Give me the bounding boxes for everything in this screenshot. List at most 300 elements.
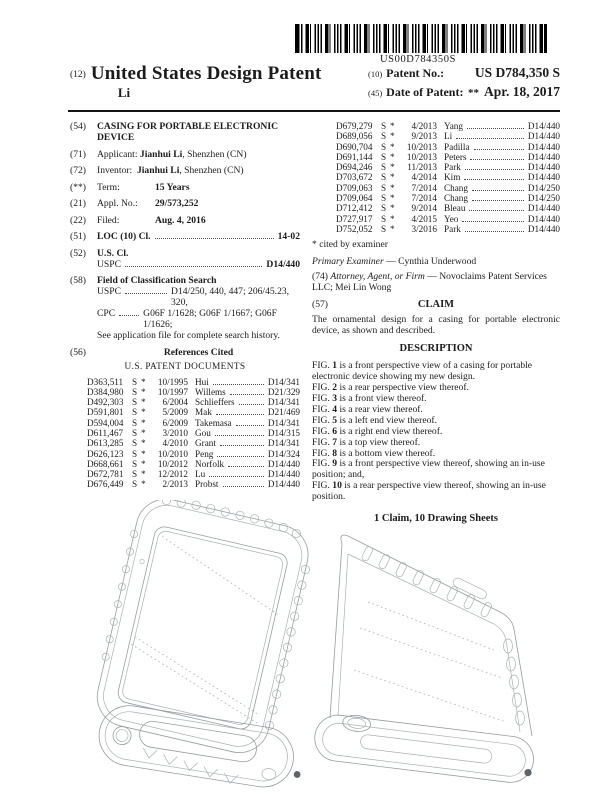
cited-by-examiner-note: * cited by examiner [312, 239, 388, 251]
fig-number: 3 [332, 392, 338, 404]
fig-number: 10 [332, 480, 342, 492]
ref-date: 7/2014 [411, 193, 437, 204]
ref-classification: D14/440 [527, 121, 560, 131]
field-code-10: (10) [368, 69, 383, 79]
dotted-leader [125, 293, 167, 294]
ref-cited-star: * [141, 448, 146, 459]
page-title: United States Design Patent [90, 63, 322, 84]
dotted-leader [239, 404, 264, 405]
fig-label: FIG. [312, 360, 330, 372]
ref-patent-number: D668,661 [87, 458, 124, 469]
ref-classification: D14/341 [267, 438, 300, 449]
attorney-firm-name: Novoclaims Patent Services LLC; Mei Lin Wong [312, 271, 547, 294]
ref-patent-number: D591,801 [87, 407, 124, 418]
dotted-leader [228, 466, 264, 467]
ref-inventor-name: Li [444, 131, 453, 142]
ref-patent-number: D709,064 [336, 193, 373, 204]
ref-inventor-name: Peters [444, 151, 467, 162]
field-54-title [70, 121, 300, 143]
dotted-leader [469, 210, 523, 211]
ref-patent-number: D727,917 [336, 213, 373, 224]
dotted-leader [472, 190, 524, 191]
ref-cited-star: * [390, 151, 395, 162]
attorney-label: Attorney, Agent, or Firm [330, 271, 425, 283]
ref-cited-star: * [141, 397, 146, 408]
ref-date: 4/2010 [162, 438, 188, 449]
ref-inventor-name: Park [444, 223, 461, 234]
cpc-search-values: G06F 1/1628; G06F 1/1667; G06F 1/1626; [143, 308, 277, 330]
inventor-surname: Li [117, 85, 131, 100]
ref-cited-star: * [390, 172, 395, 183]
applicant-location: , Shenzhen (CN) [182, 148, 247, 160]
ref-patent-number: D694,246 [336, 162, 373, 173]
ref-date: 3/2010 [162, 427, 188, 438]
header-title-block [70, 63, 322, 103]
fig-label: FIG. [312, 414, 330, 426]
ref-cited-star: * [141, 417, 146, 428]
references-table-right [336, 121, 560, 234]
fig-number: 2 [332, 382, 338, 394]
dotted-leader [465, 169, 524, 170]
patent-date-value: Apr. 18, 2017 [483, 84, 560, 99]
fig-label: FIG. [312, 447, 330, 459]
right-column [312, 121, 560, 524]
ref-kind-code: S [381, 141, 387, 152]
figure-description-line [312, 459, 560, 481]
field-72-inventor [70, 165, 300, 176]
dotted-leader [472, 200, 524, 201]
ref-date: 10/2013 [406, 151, 437, 162]
ref-cited-star: * [390, 141, 395, 152]
dotted-leader [230, 394, 264, 395]
appl-no-value: 29/573,252 [155, 198, 199, 209]
dotted-leader [215, 435, 264, 436]
cpc-search-label: CPC [97, 308, 116, 319]
patent-number-label: Patent No.: [386, 66, 445, 80]
ref-patent-number: D613,285 [87, 438, 124, 449]
applicant-name: Jianhui Li [139, 148, 183, 160]
ref-kind-code: S [132, 438, 138, 449]
fig-label: FIG. [312, 392, 330, 404]
ref-classification: D21/469 [267, 407, 300, 418]
patent-reference-row [87, 407, 300, 417]
ref-inventor-name: Norfolk [195, 458, 225, 469]
ref-patent-number: D691,144 [336, 151, 373, 162]
field-code: (52) [70, 247, 86, 259]
fig-text: is a rear view thereof. [339, 403, 423, 415]
ref-classification: D14/440 [527, 213, 560, 224]
ref-cited-star: * [141, 386, 146, 397]
patent-reference-row [336, 142, 560, 152]
ref-classification: D14/440 [527, 141, 560, 152]
loc-class-label: LOC (10) Cl. [97, 231, 151, 242]
patent-reference-row [336, 214, 560, 224]
field-term [70, 182, 300, 193]
barcode-image [295, 24, 547, 53]
dotted-leader [155, 238, 274, 239]
patent-reference-row [336, 162, 560, 172]
dotted-leader [465, 231, 524, 232]
fig-text: is a front perspective view of a casing for portable electronic device showing my new design. [312, 360, 533, 383]
patent-reference-row [87, 479, 300, 489]
ref-inventor-name: Gou [195, 427, 211, 438]
fig-number: 7 [332, 436, 338, 448]
fig-number: 8 [332, 447, 338, 459]
dotted-leader [125, 266, 262, 267]
ref-classification: D14/440 [267, 458, 300, 469]
patent-reference-row [87, 418, 300, 428]
uspc-search-label: USPC [97, 286, 121, 297]
dotted-leader [464, 179, 524, 180]
ref-date: 11/2013 [407, 162, 437, 173]
search-field-label: Field of Classification Search [97, 275, 217, 286]
inventor-label: Inventor: [97, 165, 133, 176]
ref-cited-star: * [390, 223, 395, 234]
ref-patent-number: D703,672 [336, 172, 373, 183]
ref-date: 9/2014 [411, 203, 437, 214]
ref-cited-star: * [141, 479, 146, 490]
ref-inventor-name: Lu [195, 469, 206, 480]
appl-no-label: Appl. No.: [97, 198, 138, 209]
ref-classification: D14/440 [527, 203, 560, 214]
fig-text: is a rear perspective view thereof, showing an in-use position. [312, 480, 546, 503]
ref-classification: D14/440 [267, 469, 300, 480]
ref-cited-star: * [390, 121, 395, 131]
ref-cited-star: * [390, 203, 395, 214]
patent-reference-row [87, 428, 300, 438]
dotted-leader [220, 445, 264, 446]
patent-reference-row [336, 152, 560, 162]
ref-classification: D14/440 [527, 172, 560, 183]
field-code: (21) [70, 198, 86, 209]
applicant-label: Applicant: [97, 148, 138, 160]
field-code: (71) [70, 148, 86, 160]
ref-cited-star: * [390, 213, 395, 224]
ref-kind-code: S [381, 193, 387, 204]
fig-label: FIG. [312, 458, 330, 470]
fig-label: FIG. [312, 425, 330, 437]
fig-number: 5 [332, 414, 338, 426]
ref-kind-code: S [132, 386, 138, 397]
filed-date-value: Aug. 4, 2016 [155, 214, 206, 226]
dotted-leader [209, 476, 264, 477]
ref-date: 3/2016 [411, 223, 437, 234]
barcode-block [295, 24, 541, 65]
ref-inventor-name: Peng [195, 448, 214, 459]
ref-classification: D14/324 [267, 448, 300, 459]
ref-classification: D14/440 [527, 223, 560, 234]
document-body [70, 121, 560, 524]
us-class-label: U.S. Cl. [97, 247, 129, 259]
patent-reference-row [87, 459, 300, 469]
ref-kind-code: S [381, 223, 387, 234]
fig-text: is a front view thereof. [339, 392, 427, 404]
ref-cited-star: * [390, 182, 395, 193]
ref-patent-number: D594,004 [87, 417, 124, 428]
fig-label: FIG. [312, 436, 330, 448]
ref-inventor-name: Padilla [444, 141, 470, 152]
field-52-us-class [70, 248, 300, 270]
inventor-name: Jianhui Li [136, 165, 180, 176]
field-code: (58) [70, 275, 86, 286]
patent-date-label: Date of Patent: [386, 85, 464, 99]
patent-reference-row [87, 449, 300, 459]
ref-inventor-name: Schlieffers [195, 397, 235, 408]
ref-cited-star: * [141, 376, 146, 387]
field-code: (51) [70, 231, 86, 242]
fig-text: is a rear perspective view thereof. [339, 382, 469, 394]
field-22-filed [70, 215, 300, 226]
barcode-text: US00D784350S [379, 54, 457, 65]
ref-kind-code: S [381, 182, 387, 193]
ref-patent-number: D611,467 [87, 427, 124, 438]
ref-inventor-name: Chang [444, 193, 468, 204]
ref-kind-code: S [381, 213, 387, 224]
ref-kind-code: S [132, 407, 138, 418]
patent-reference-row [87, 438, 300, 448]
ref-kind-code: S [381, 162, 387, 173]
field-code: (56) [70, 346, 86, 358]
search-history-note: See application file for complete search history. [97, 330, 280, 341]
field-56-references [70, 346, 300, 358]
ref-kind-code: S [132, 427, 138, 438]
patent-drawings-area [0, 500, 600, 800]
ref-kind-code: S [381, 131, 387, 142]
patent-reference-row [336, 121, 560, 131]
ref-patent-number: D679,279 [336, 121, 373, 131]
ref-inventor-name: Mak [195, 407, 212, 418]
ref-date: 10/2010 [157, 448, 188, 459]
ref-inventor-name: Willems [195, 386, 226, 397]
dotted-leader [223, 486, 264, 487]
dotted-leader [216, 414, 264, 415]
ref-date: 10/1997 [157, 386, 188, 397]
ref-classification: D14/341 [267, 376, 300, 387]
patent-reference-row [336, 183, 560, 193]
ref-date: 6/2009 [162, 417, 188, 428]
ref-kind-code: S [132, 458, 138, 469]
ref-cited-star: * [141, 407, 146, 418]
ref-inventor-name: Chang [444, 182, 468, 193]
fig-number: 9 [332, 458, 338, 470]
primary-examiner-line [312, 256, 560, 267]
ref-cited-star: * [141, 427, 146, 438]
ref-patent-number: D492,303 [87, 397, 124, 408]
field-58-search [70, 275, 300, 341]
dotted-leader [236, 425, 264, 426]
fig-label: FIG. [312, 382, 330, 394]
primary-examiner-name: Cynthia Underwood [398, 256, 477, 268]
ref-date: 12/2012 [157, 469, 188, 480]
ref-cited-star: * [141, 458, 146, 469]
fig-number: 6 [332, 425, 338, 437]
ref-date: 5/2009 [162, 407, 188, 418]
ref-classification: D14/341 [267, 397, 300, 408]
ref-classification: D14/250 [527, 193, 560, 204]
patent-reference-row [87, 377, 300, 387]
em-dash: — [386, 256, 396, 268]
ref-patent-number: D690,704 [336, 141, 373, 152]
ref-kind-code: S [132, 469, 138, 480]
fig-text: is a front perspective view thereof, showing an in-use position; and, [312, 458, 545, 481]
ref-patent-number: D689,056 [336, 131, 373, 142]
ref-date: 4/2014 [411, 172, 437, 183]
references-table-left [87, 377, 300, 490]
references-cited-heading: References Cited [163, 346, 234, 358]
left-column [70, 121, 300, 524]
fig-text: is a left end view thereof. [339, 414, 437, 426]
field-21-appl-no [70, 198, 300, 209]
ref-date: 2/2013 [162, 479, 188, 490]
ref-date: 6/2004 [162, 397, 188, 408]
ref-patent-number: D709,063 [336, 182, 373, 193]
rear-perspective-drawing [302, 510, 564, 798]
figure-description-list [312, 361, 560, 503]
ref-inventor-name: Yang [444, 121, 463, 131]
term-value: 15 Years [155, 181, 190, 193]
ref-date: 10/2012 [157, 458, 188, 469]
ref-patent-number: D626,123 [87, 448, 124, 459]
patent-reference-row [336, 172, 560, 182]
ref-patent-number: D672,781 [87, 469, 124, 480]
patent-reference-row [336, 131, 560, 141]
ref-date: 4/2015 [411, 213, 437, 224]
ref-cited-star: * [141, 469, 146, 480]
uspc-label: USPC [97, 258, 121, 270]
ref-date: 10/2013 [406, 141, 437, 152]
ref-kind-code: S [132, 376, 138, 387]
patent-date-row [368, 84, 560, 100]
attorney-line [312, 271, 560, 293]
ref-classification: D14/440 [527, 151, 560, 162]
ref-classification: D14/440 [527, 131, 560, 142]
field-51-loc-class [70, 231, 300, 242]
uspc-search-values: D14/250, 440, 447; 206/45.23, 320, [171, 286, 290, 308]
ref-inventor-name: Takemasa [195, 417, 232, 428]
ref-cited-star: * [390, 131, 395, 142]
claim-text: The ornamental design for a casing for portable electronic device, as shown and described. [312, 314, 560, 337]
ref-classification: D14/250 [527, 182, 560, 193]
loc-class-value: 14-02 [277, 231, 300, 242]
dotted-leader [470, 159, 523, 160]
claims-sheets-note: 1 Claim, 10 Drawing Sheets [374, 513, 498, 525]
dotted-leader [467, 128, 524, 129]
ref-patent-number: D363,511 [87, 376, 124, 387]
ref-date: 7/2014 [411, 182, 437, 193]
field-code: (57) [312, 299, 328, 311]
dotted-leader [119, 315, 139, 316]
inventor-location: , Shenzhen (CN) [179, 165, 244, 176]
ref-patent-number: D676,449 [87, 479, 124, 490]
ref-cited-star: * [141, 438, 146, 449]
ref-inventor-name: Grant [195, 438, 216, 449]
ref-kind-code: S [381, 203, 387, 214]
fig-label: FIG. [312, 480, 330, 492]
ref-classification: D14/341 [267, 417, 300, 428]
ref-cited-star: * [390, 193, 395, 204]
description-heading: DESCRIPTION [399, 343, 473, 355]
examiner-cited-stars: ** [467, 87, 479, 99]
dotted-leader [462, 221, 523, 222]
field-code: (74) [312, 271, 328, 283]
ref-classification: D21/329 [267, 386, 300, 397]
primary-examiner-label: Primary Examiner [312, 256, 384, 268]
front-perspective-drawing [76, 500, 312, 798]
fig-number: 1 [332, 360, 338, 372]
fig-text: is a bottom view thereof. [339, 447, 436, 459]
ref-inventor-name: Kim [444, 172, 461, 183]
field-code-45: (45) [368, 88, 383, 98]
field-code: (54) [70, 121, 86, 132]
fig-label: FIG. [312, 403, 330, 415]
fig-text: is a right end view thereof. [339, 425, 443, 437]
em-dash: — [427, 271, 437, 283]
filed-label: Filed: [97, 214, 120, 226]
claim-section-heading [312, 299, 560, 310]
ref-patent-number: D384,980 [87, 386, 124, 397]
ref-inventor-name: Park [444, 162, 461, 173]
ref-date: 10/1995 [157, 376, 188, 387]
patent-number-value: US D784,350 S [474, 65, 560, 80]
ref-date: 9/2013 [411, 131, 437, 142]
dotted-leader [213, 384, 264, 385]
field-code-12: (12) [70, 70, 86, 80]
ref-kind-code: S [381, 121, 387, 131]
term-label: Term: [97, 181, 120, 193]
patent-reference-row [87, 469, 300, 479]
ref-cited-star: * [390, 162, 395, 173]
ref-patent-number: D752,052 [336, 223, 373, 234]
ref-date: 4/2013 [411, 121, 437, 131]
ref-kind-code: S [381, 172, 387, 183]
field-code: (22) [70, 214, 86, 226]
ref-kind-code: S [132, 397, 138, 408]
dotted-leader [217, 456, 263, 457]
patent-reference-row [87, 397, 300, 407]
patent-header [70, 63, 560, 103]
patent-reference-row [336, 203, 560, 213]
invention-title-line2: DEVICE [97, 132, 135, 143]
header-divider [68, 110, 560, 112]
patent-reference-row [336, 193, 560, 203]
ref-classification: D14/315 [267, 427, 300, 438]
field-code: (72) [70, 165, 86, 176]
patent-reference-row [87, 387, 300, 397]
invention-title-line1: CASING FOR PORTABLE ELECTRONIC [97, 121, 278, 132]
field-71-applicant [70, 149, 300, 160]
patent-reference-row [336, 224, 560, 234]
ref-patent-number: D712,412 [336, 203, 373, 214]
ref-kind-code: S [132, 448, 138, 459]
ref-inventor-name: Probst [195, 479, 219, 490]
uspc-value: D14/440 [266, 258, 300, 270]
ref-inventor-name: Bleau [444, 203, 466, 214]
dotted-leader [456, 138, 524, 139]
ref-kind-code: S [381, 151, 387, 162]
us-patent-documents-heading: U.S. PATENT DOCUMENTS [124, 361, 246, 372]
header-patent-info [368, 65, 560, 103]
fig-text: is a top view thereof. [339, 436, 421, 448]
patent-number-row [368, 65, 560, 81]
ref-inventor-name: Yeo [444, 213, 459, 224]
ref-classification: D14/440 [527, 162, 560, 173]
ref-classification: D14/440 [267, 479, 300, 490]
field-code: (**) [70, 181, 86, 193]
claim-heading-text: CLAIM [417, 299, 455, 311]
figure-description-line [312, 361, 560, 383]
ref-inventor-name: Hui [195, 376, 209, 387]
ref-kind-code: S [132, 417, 138, 428]
